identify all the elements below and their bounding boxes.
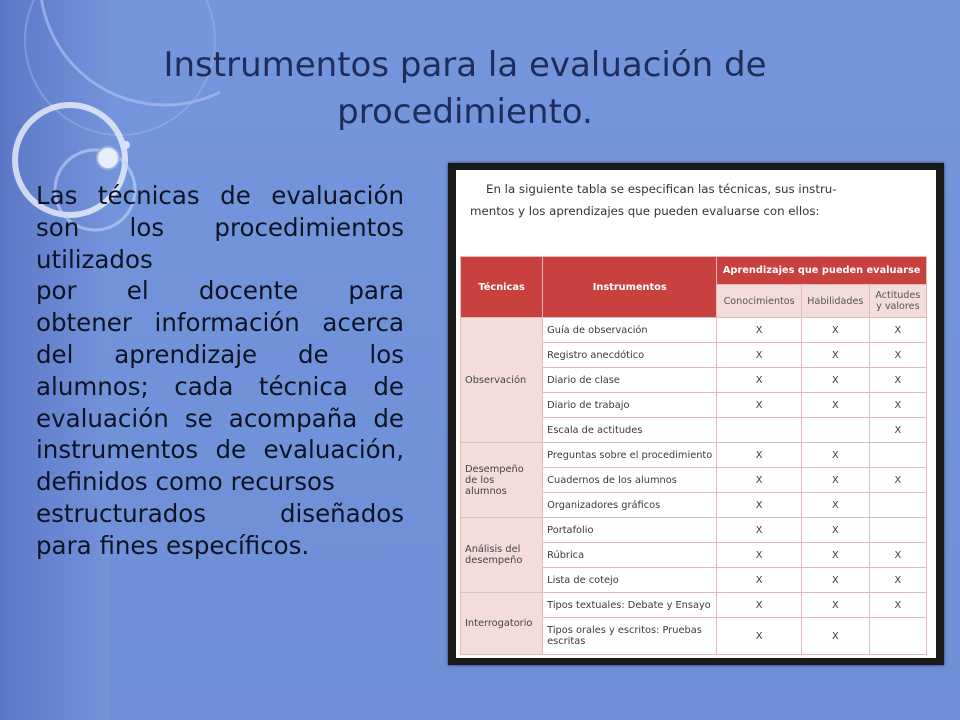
table-row: [461, 518, 927, 543]
instrumento-cell: Tipos orales y escritos: Pruebas escritas: [543, 618, 717, 655]
mark-cell: X: [717, 318, 802, 343]
tecnica-cell: Análisis del desempeño: [461, 518, 543, 593]
techniques-table: [460, 256, 927, 655]
mark-cell: X: [717, 543, 802, 568]
instrumento-cell: Tipos textuales: Debate y Ensayo: [543, 593, 717, 618]
mark-cell: X: [717, 518, 802, 543]
mark-cell: [869, 443, 926, 468]
mark-cell: X: [717, 568, 802, 593]
tecnica-cell: Desempeño de los alumnos: [461, 443, 543, 518]
mark-cell: X: [869, 393, 926, 418]
figure-sheet: [456, 170, 936, 658]
table-body: [461, 318, 927, 655]
body-line: alumnos; cada técnica de: [36, 371, 404, 401]
instrumento-cell: Cuadernos de los alumnos: [543, 468, 717, 493]
table-row: [461, 593, 927, 618]
instrumento-cell: Registro anecdótico: [543, 343, 717, 368]
mark-cell: X: [717, 468, 802, 493]
body-line: utilizados: [36, 244, 153, 274]
instrumento-cell: Escala de actitudes: [543, 418, 717, 443]
mark-cell: X: [717, 368, 802, 393]
header-habilidades: Habilidades: [801, 285, 869, 318]
header-instrumentos: Instrumentos: [543, 257, 717, 318]
mark-cell: X: [717, 618, 802, 655]
tecnica-cell: Interrogatorio: [461, 593, 543, 655]
mark-cell: [717, 418, 802, 443]
mark-cell: X: [869, 368, 926, 393]
tecnica-cell: Observación: [461, 318, 543, 443]
mark-cell: X: [717, 393, 802, 418]
intro-line-2: mentos y los aprendizajes que pueden evaluarse con ellos:: [470, 204, 820, 218]
mark-cell: X: [801, 368, 869, 393]
intro-line-1: En la siguiente tabla se especifican las técnicas, sus instru-: [486, 182, 837, 196]
figure-intro: [470, 178, 910, 222]
title-line-2: procedimiento.: [337, 92, 593, 132]
mark-cell: X: [869, 568, 926, 593]
mark-cell: X: [869, 543, 926, 568]
mark-cell: X: [801, 468, 869, 493]
instrumento-cell: Portafolio: [543, 518, 717, 543]
mark-cell: [869, 493, 926, 518]
mark-cell: X: [717, 443, 802, 468]
body-line: estructurados diseñados: [36, 498, 404, 528]
body-line: instrumentos de evaluación,: [36, 435, 404, 465]
mark-cell: X: [869, 418, 926, 443]
mark-cell: X: [801, 618, 869, 655]
instrumento-cell: Diario de clase: [543, 368, 717, 393]
mark-cell: X: [801, 568, 869, 593]
instrumento-cell: Guía de observación: [543, 318, 717, 343]
mark-cell: X: [801, 593, 869, 618]
mark-cell: X: [801, 443, 869, 468]
body-line: para fines específicos.: [36, 530, 310, 560]
mark-cell: [869, 618, 926, 655]
mark-cell: X: [801, 318, 869, 343]
mark-cell: X: [869, 318, 926, 343]
mark-cell: X: [801, 518, 869, 543]
title-line-1: Instrumentos para la evaluación de: [163, 45, 767, 85]
body-line: por el docente para: [36, 276, 404, 306]
mark-cell: X: [801, 493, 869, 518]
instrumento-cell: Organizadores gráficos: [543, 493, 717, 518]
body-line: del aprendizaje de los: [36, 339, 404, 369]
header-actitudes: Actitudes y valores: [869, 285, 926, 318]
table-row: [461, 443, 927, 468]
mark-cell: [869, 518, 926, 543]
body-line: son los procedimientos: [36, 212, 404, 242]
instrumento-cell: Lista de cotejo: [543, 568, 717, 593]
mark-cell: X: [717, 343, 802, 368]
mark-cell: [801, 418, 869, 443]
instrumento-cell: Preguntas sobre el procedimiento: [543, 443, 717, 468]
body-line: definidos como recursos: [36, 467, 335, 497]
mark-cell: X: [869, 468, 926, 493]
instrumento-cell: Diario de trabajo: [543, 393, 717, 418]
slide-title: [150, 42, 780, 136]
mark-cell: X: [869, 343, 926, 368]
body-line: evaluación se acompaña de: [36, 403, 404, 433]
table-row: [461, 318, 927, 343]
body-line: obtener información acerca: [36, 308, 404, 338]
mark-cell: X: [869, 593, 926, 618]
instrumento-cell: Rúbrica: [543, 543, 717, 568]
header-conocimientos: Conocimientos: [717, 285, 802, 318]
body-paragraph: [36, 180, 404, 562]
mark-cell: X: [801, 393, 869, 418]
header-tecnicas: Técnicas: [461, 257, 543, 318]
mark-cell: X: [801, 543, 869, 568]
mark-cell: X: [717, 593, 802, 618]
mark-cell: X: [801, 343, 869, 368]
mark-cell: X: [717, 493, 802, 518]
header-aprendizajes: Aprendizajes que pueden evaluarse: [717, 257, 927, 285]
body-line: Las técnicas de evaluación: [36, 181, 404, 210]
